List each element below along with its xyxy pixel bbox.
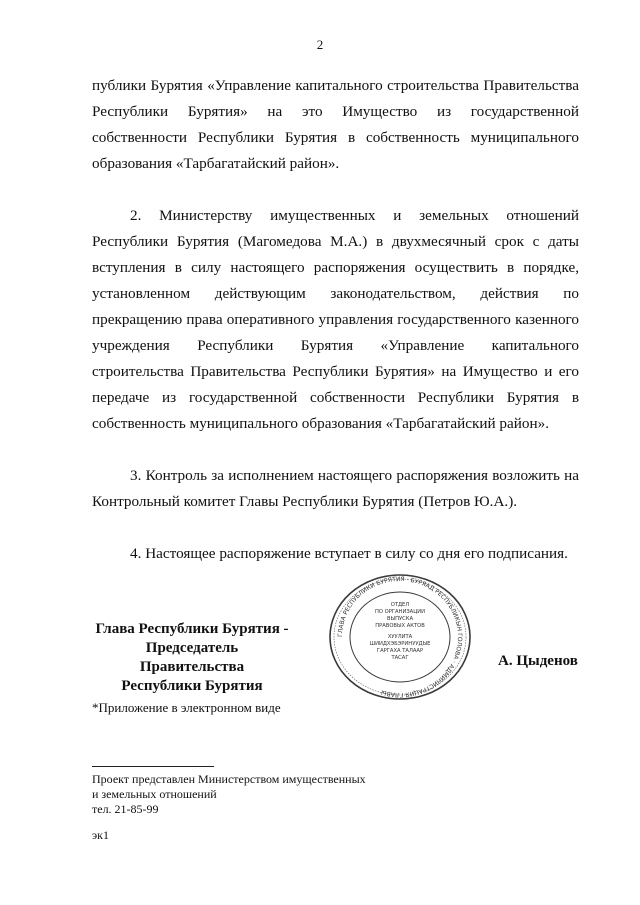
page-number: 2 [316, 37, 324, 52]
stamp-outer-text: ГЛАВА РЕСПУБЛИКИ БУРЯТИЯ · БУРЯАД РЕСПУБЛИКЫН ГОЛОВА · АДМИНИСТРАЦИЯ ГЛАВЫ [336, 575, 464, 699]
svg-text:ПО ОРГАНИЗАЦИИ: ПО ОРГАНИЗАЦИИ [374, 609, 426, 615]
svg-text:ГАРГАХА ТАЛААР: ГАРГАХА ТАЛААР [376, 648, 424, 654]
footnote [92, 772, 366, 817]
svg-text:ШИИДХЭБЭРИНУУДЫЕ: ШИИДХЭБЭРИНУУДЫЕ [369, 641, 431, 647]
paragraph-item-3: 3. Контроль за исполнением настоящего распоряжения возложить на Контрольный комитет Главы Республики Бурятия (Петров Ю.А.). [92, 467, 579, 510]
footnote-phone: тел. 21-85-99 [92, 802, 159, 816]
footnote-divider [92, 766, 214, 767]
signatory-name: А. Цыденов [498, 653, 578, 669]
document-code: эк1 [92, 828, 109, 842]
svg-text:ХУУЛИТА: ХУУЛИТА [387, 634, 413, 640]
signatory-title-line-1: Глава Республики Бурятия - [95, 621, 289, 637]
footnote-line-2: и земельных отношений [92, 787, 217, 801]
svg-text:ВЫПУСКА: ВЫПУСКА [386, 616, 414, 622]
official-stamp [326, 572, 474, 702]
svg-text:ОТДЕЛ: ОТДЕЛ [390, 602, 410, 608]
paragraph-continuation: публики Бурятия «Управление капитального строительства Правительства Республики Бурятия» на это Имущество из государственной собственности Республики Бурятия в собственность муниципального образования «Тарбагатайский район». [92, 77, 579, 172]
signatory-title-line-2: Председатель Правительства [139, 640, 245, 675]
signatory-title-line-3: Республики Бурятия [121, 678, 263, 694]
attachment-note: *Приложение в электронном виде [92, 700, 281, 715]
footnote-line-1: Проект представлен Министерством имущественных [92, 772, 366, 786]
signatory-title [92, 620, 292, 696]
svg-text:ТАСАГ: ТАСАГ [391, 655, 409, 661]
svg-text:ПРАВОВЫХ АКТОВ: ПРАВОВЫХ АКТОВ [375, 623, 425, 629]
paragraph-item-2: 2. Министерству имущественных и земельных отношений Республики Бурятия (Магомедова М.А.) в двухмесячный срок с даты вступления в силу настоящего распоряжения осуществить в порядке, установленном действующим законодательством, действия по прекращению права оперативного управления государственного казенного учреждения Республики Бурятия «Управление капитального строительства Правительства Республики Бурятия» на Имущество и его передаче из государственной собственности Республики Бурятия в собственность муниципального образования «Тарбагатайский район». [92, 207, 579, 432]
paragraph-item-4: 4. Настоящее распоряжение вступает в силу со дня его подписания. [130, 545, 568, 562]
stamp-inner-text [370, 602, 431, 661]
